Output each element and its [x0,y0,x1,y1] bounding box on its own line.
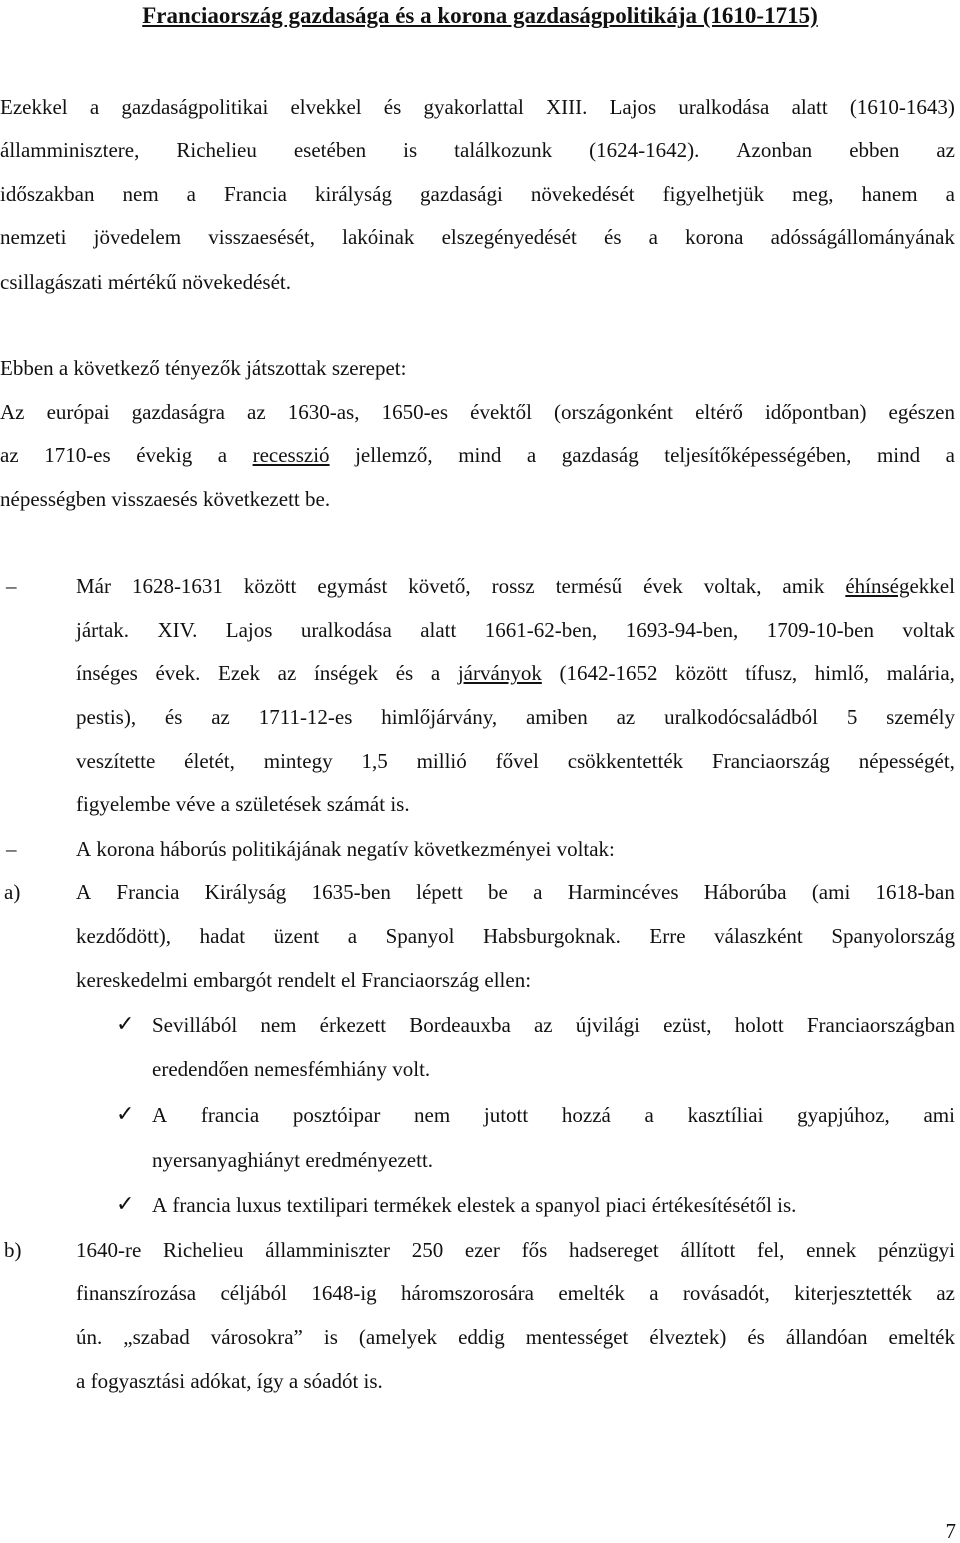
text-line: kezdődött), hadat üzent a Spanyol Habsburgoknak. Erre válaszként Spanyolország [76,924,955,948]
text-line: Sevillából nem érkezett Bordeauxba az újvilági ezüst, holott Franciaországban [152,1013,955,1037]
text-line: az 1710-es évekig a recesszió jellemző, mind a gazdaság teljesítőképességében, mind a [0,443,955,467]
list-marker: – [6,837,17,861]
text-line: csillagászati mértékű növekedését. [0,270,291,294]
text-line: kereskedelmi embargót rendelt el Franciaország ellen: [76,968,532,992]
checkmark-icon: ✓ [116,1012,135,1037]
text-line: veszítette életét, mintegy 1,5 millió fővel csökkentették Franciaország népességét, [76,749,955,773]
text-line: jártak. XIV. Lajos uralkodása alatt 1661-62-ben, 1693-94-ben, 1709-10-ben voltak [76,618,955,642]
text-line: nyersanyaghiányt eredményezett. [152,1148,434,1172]
text-line: A korona háborús politikájának negatív következményei voltak: [76,837,615,861]
text-line: nemzeti jövedelem visszaesését, lakóinak elszegényedését és a korona adósságállományának [0,225,955,249]
text-line: A francia posztóipar nem jutott hozzá a kasztíliai gyapjúhoz, ami [152,1103,955,1127]
checkmark-icon: ✓ [116,1102,135,1127]
text-line: finanszírozása céljából 1648-ig háromszorosára emelték a rovásadót, kiterjesztették az [76,1281,955,1305]
text-line: pestis), és az 1711-12-es himlőjárvány, amiben az uralkodócsaládból 5 személy [76,705,955,729]
text-line: eredendően nemesfémhiány volt. [152,1057,431,1081]
text-line: A francia luxus textilipari termékek elestek a spanyol piaci értékesítésétől is. [152,1193,797,1217]
text-line: Ezekkel a gazdaságpolitikai elvekkel és gyakorlattal XIII. Lajos uralkodása alatt (1610-1643) [0,95,955,119]
list-marker: a) [4,880,21,904]
text-line: 1640-re Richelieu államminiszter 250 ezer fős hadsereget állított fel, ennek pénzügyi [76,1238,955,1262]
text-line: ún. „szabad városokra” is (amelyek eddig mentességet élveztek) és állandóan emelték [76,1325,955,1349]
text-line: Az európai gazdaságra az 1630-as, 1650-es évektől (országonként eltérő időpontban) egészen [0,400,955,424]
list-marker: – [6,574,17,598]
text-line: államminisztere, Richelieu esetében is találkozunk (1624-1642). Azonban ebben az [0,138,955,162]
text-line: ínséges évek. Ezek az ínségek és a járványok (1642-1652 között tífusz, himlő, malária, [76,661,955,685]
text-line: figyelembe véve a születések számát is. [76,792,410,816]
list-marker: b) [4,1238,22,1262]
page-title: Franciaország gazdasága és a korona gazdaságpolitikája (1610-1715) [142,3,818,28]
text-line: a fogyasztási adókat, így a sóadót is. [76,1369,383,1393]
checkmark-icon: ✓ [116,1192,135,1217]
text-line: időszakban nem a Francia királyság gazdasági növekedését figyelhetjük meg, hanem a [0,182,955,206]
text-line: Ebben a következő tényezők játszottak szerepet: [0,356,407,380]
page-number: 7 [945,1519,956,1543]
text-line: Már 1628-1631 között egymást követő, rossz termésű évek voltak, amik éhínségekkel [76,574,955,598]
text-line: népességben visszaesés következett be. [0,487,331,511]
text-line: A Francia Királyság 1635-ben lépett be a Harmincéves Háborúba (ami 1618-ban [76,880,955,904]
